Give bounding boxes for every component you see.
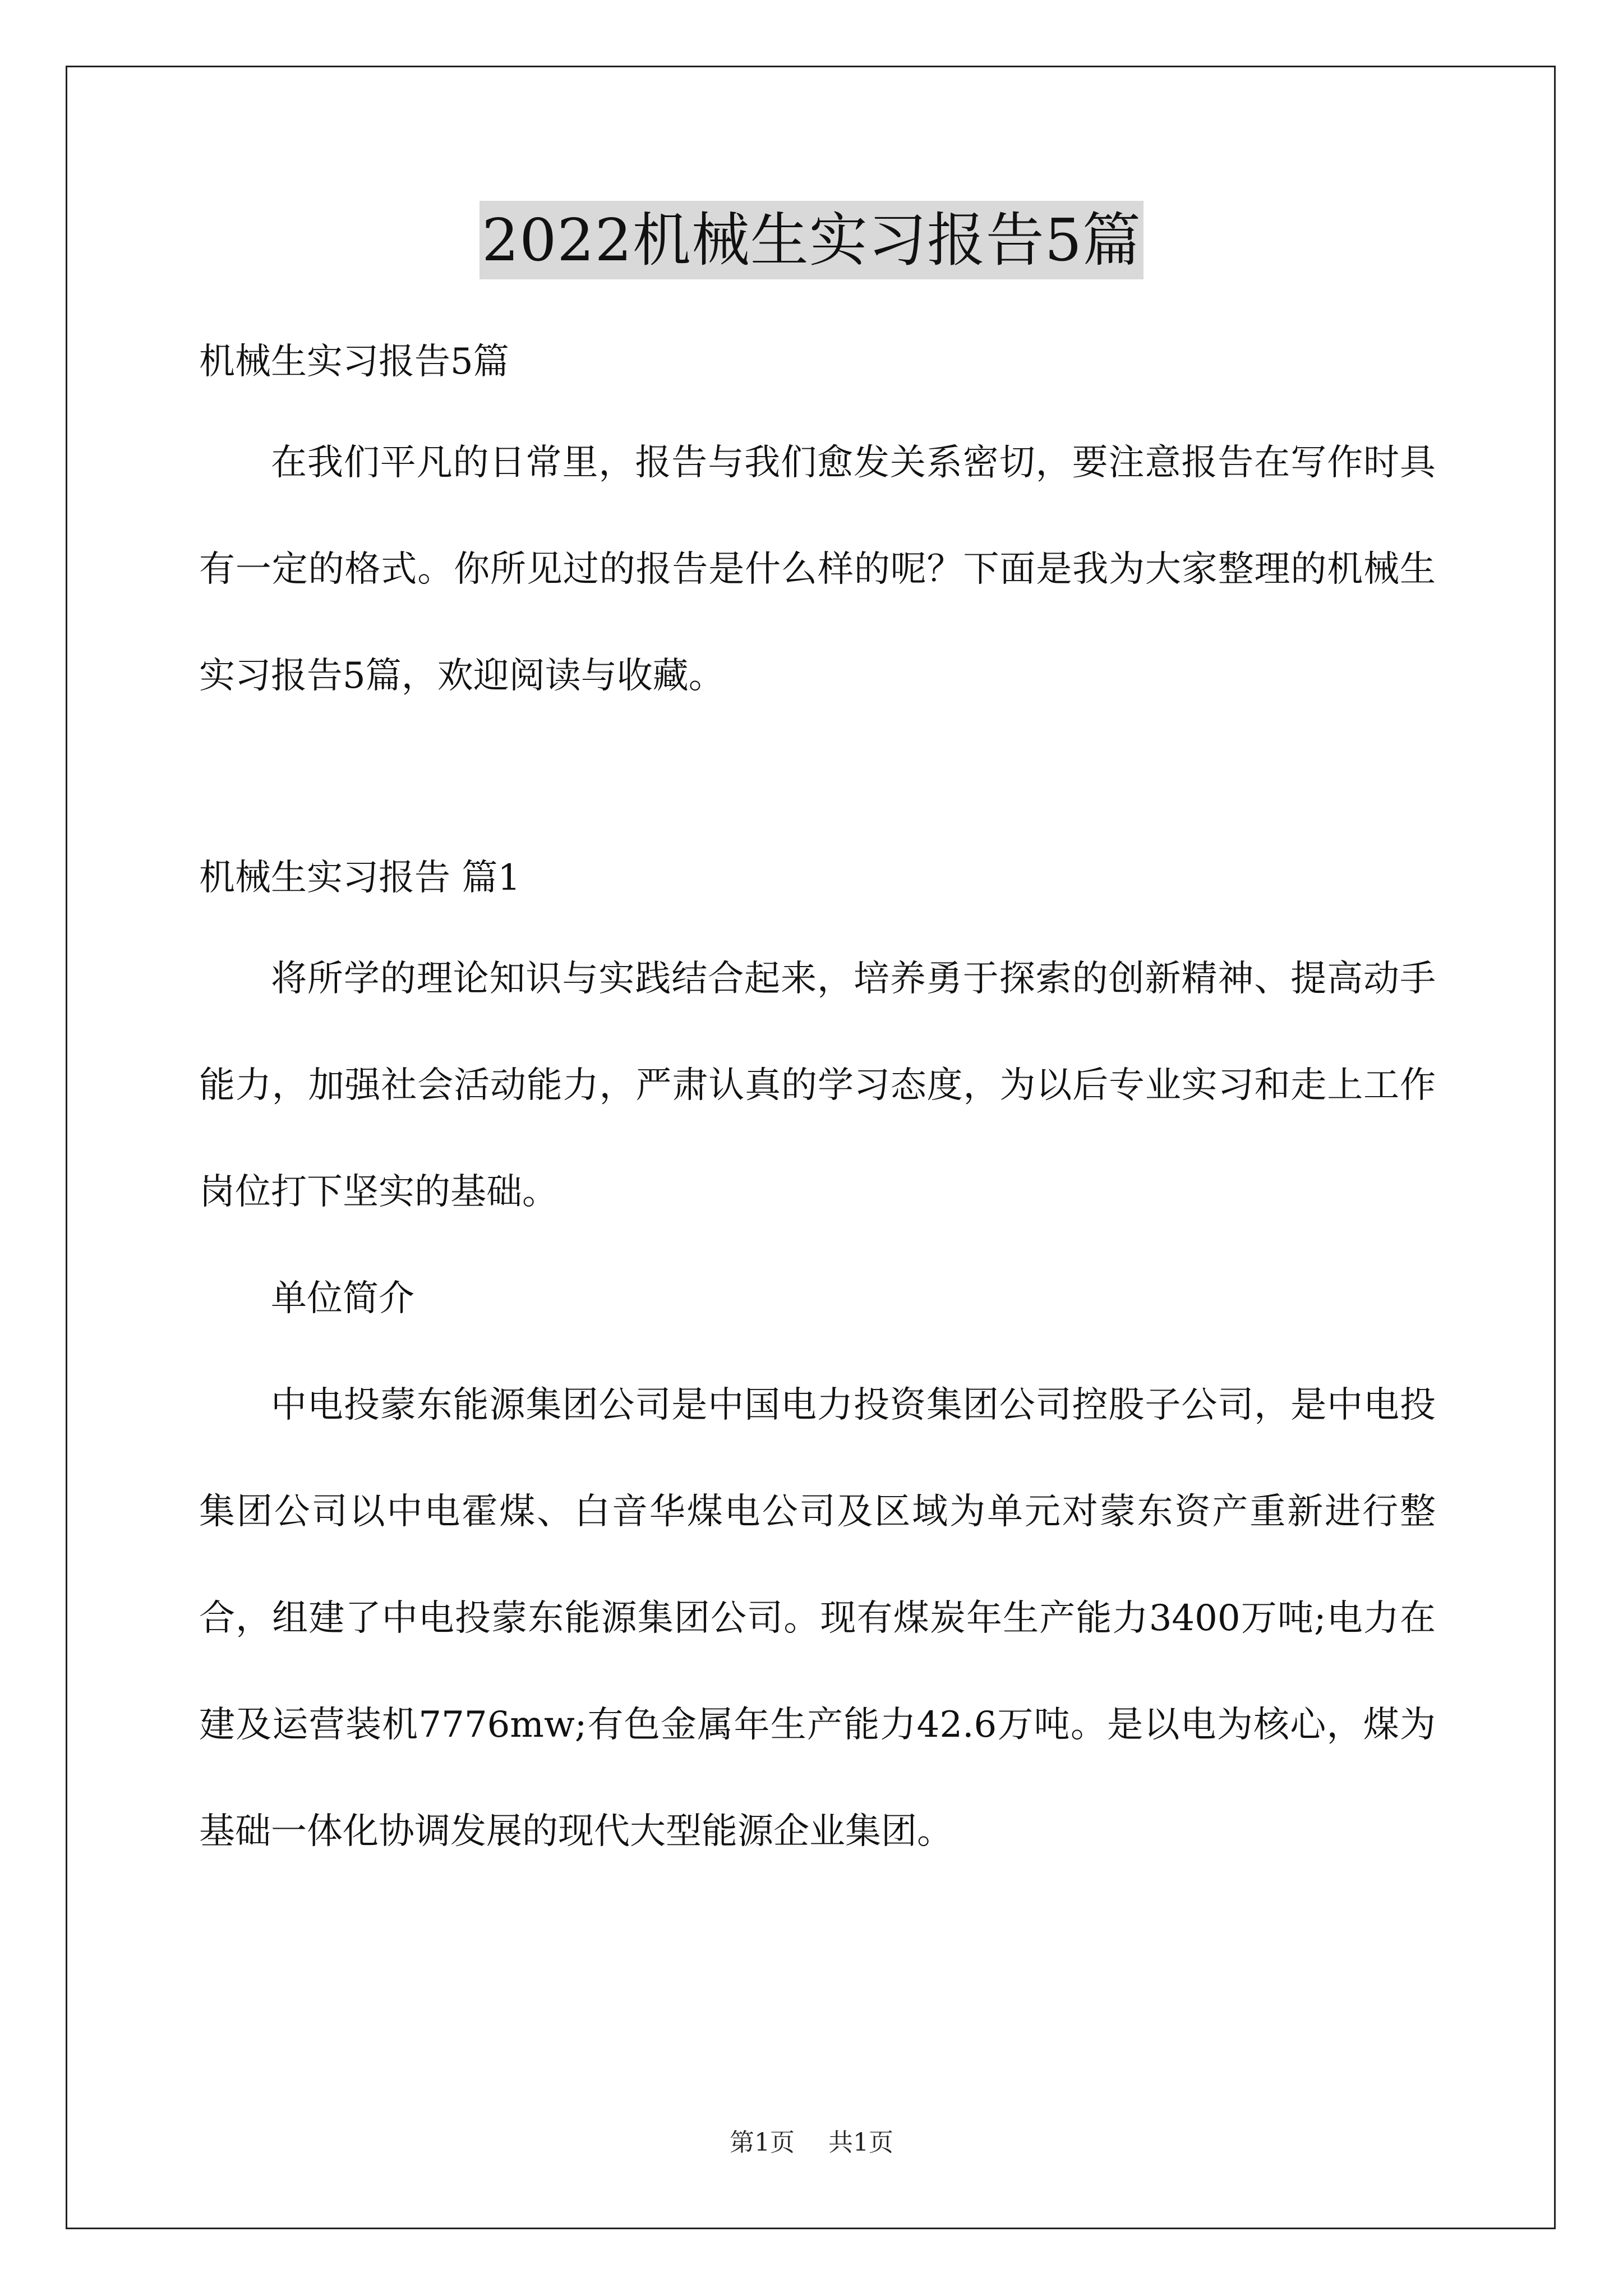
intro-paragraph: 在我们平凡的日常里，报告与我们愈发关系密切，要注意报告在写作时具有一定的格式。你所见过的报告是什么样的呢？下面是我为大家整理的机械生实习报告5篇，欢迎阅读与收藏。 (199, 442, 1436, 697)
title-container (0, 201, 1623, 279)
page-footer (0, 2126, 1623, 2160)
document-title: 2022机械生实习报告5篇 (479, 201, 1144, 279)
page-number: 第1页 (730, 2128, 795, 2157)
section-paragraph: 将所学的理论知识与实践结合起来，培养勇于探索的创新精神、提高动手能力，加强社会活动能力，严肃认真的学习态度，为以后专业实习和走上工作岗位打下坚实的基础。 (199, 958, 1436, 1213)
company-paragraph: 中电投蒙东能源集团公司是中国电力投资集团公司控股子公司，是中电投集团公司以中电霍煤、白音华煤电公司及区域为单元对蒙东资产重新进行整合，组建了中电投蒙东能源集团公司。现有煤炭年生产能力3400万吨;电力在建及运营装机7776mw;有色金属年生产能力42.6万吨。是以电为核心，煤为基础一体化协调发展的现代大型能源企业集团。 (199, 1384, 1436, 1852)
section-heading: 机械生实习报告 篇1 (199, 857, 521, 899)
subsection-heading: 单位简介 (271, 1278, 414, 1319)
document-subtitle: 机械生实习报告5篇 (199, 341, 509, 383)
page-total: 共1页 (828, 2128, 893, 2157)
document-body (199, 331, 1436, 1885)
